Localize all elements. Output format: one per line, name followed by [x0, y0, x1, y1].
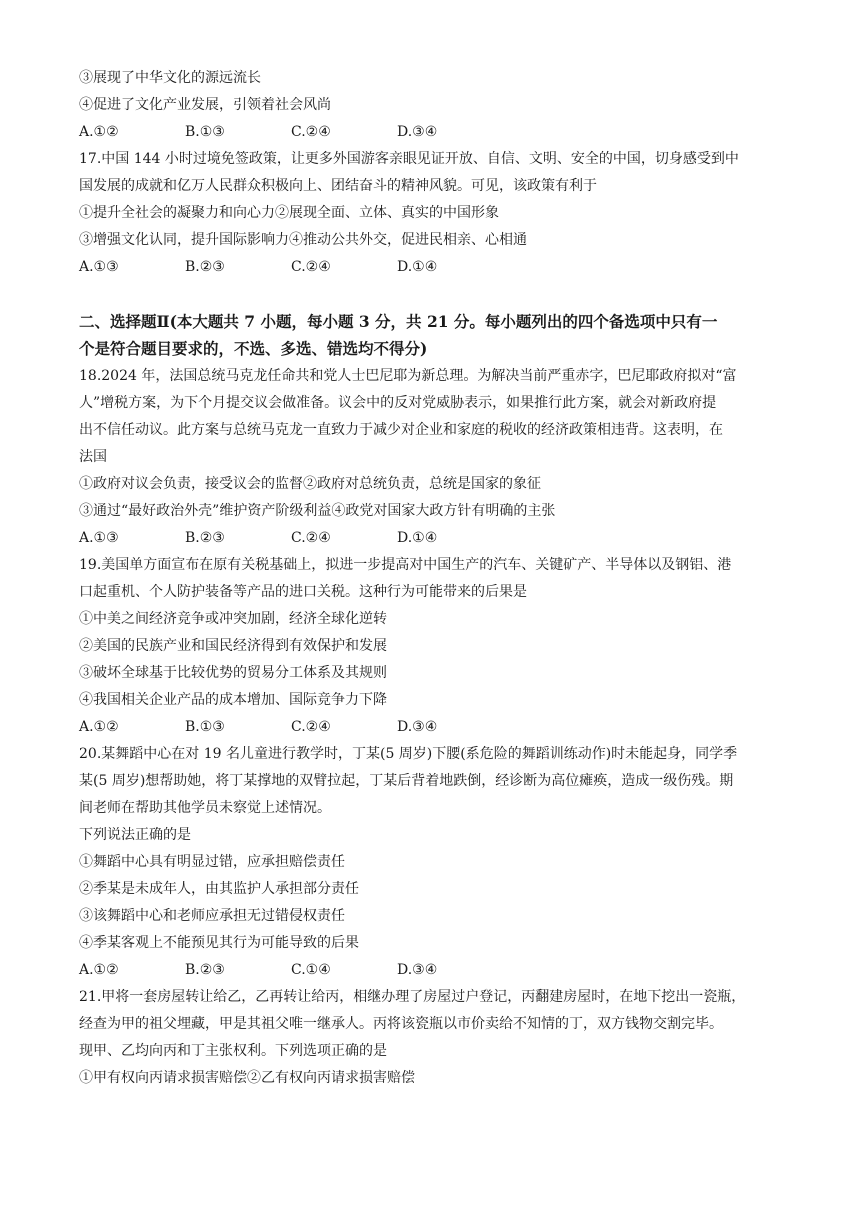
q16-option-d: D.③④	[397, 124, 438, 140]
q17-statements-1-2: ①提升全社会的凝聚力和向心力②展现全面、立体、真实的中国形象	[79, 205, 499, 221]
q18-option-b: B.②③	[185, 530, 225, 546]
q19-statement-1: ①中美之间经济竞争或冲突加剧，经济全球化逆转	[79, 611, 387, 627]
q17-option-b: B.②③	[185, 259, 225, 275]
q20-stem-line-1: 20.某舞蹈中心在对 19 名儿童进行教学时，丁某(5 周岁)下腰(系危险的舞蹈训练动作)时未能起身，同学季	[79, 746, 738, 762]
q19-option-d: D.③④	[397, 719, 438, 735]
q17-option-c: C.②④	[291, 259, 331, 275]
q16-statement-3: ③展现了中华文化的源远流长	[79, 70, 261, 86]
q19-stem-line-2: 口起重机、个人防护装备等产品的进口关税。这种行为可能带来的后果是	[79, 584, 527, 600]
q20-option-b: B.②③	[185, 962, 225, 978]
q19-options	[79, 717, 791, 737]
q21-stem-line-1: 21.甲将一套房屋转让给乙，乙再转让给丙，相继办理了房屋过户登记，丙翻建房屋时，在地下挖出一瓷瓶，	[79, 989, 746, 1005]
q20-statement-2: ②季某是未成年人，由其监护人承担部分责任	[79, 881, 359, 897]
q17-statements-3-4: ③增强文化认同，提升国际影响力④推动公共外交，促进民相亲、心相通	[79, 232, 527, 248]
q20-option-c: C.①④	[291, 962, 331, 978]
section-2-heading-line-1: 二、选择题Ⅱ(本大题共 7 小题，每小题 3 分，共 21 分。每小题列出的四个备选项中只有一	[79, 312, 718, 331]
q16-option-a: A.①②	[79, 124, 119, 140]
q19-option-c: C.②④	[291, 719, 331, 735]
q19-statement-2: ②美国的民族产业和国民经济得到有效保护和发展	[79, 638, 387, 654]
q18-stem-line-3: 出不信任动议。此方案与总统马克龙一直致力于减少对企业和家庭的税收的经济政策相违背。这表明，在	[79, 422, 723, 438]
q18-statements-1-2: ①政府对议会负责，接受议会的监督②政府对总统负责，总统是国家的象征	[79, 476, 541, 492]
q20-statement-1: ①舞蹈中心具有明显过错，应承担赔偿责任	[79, 854, 345, 870]
q20-option-a: A.①②	[79, 962, 119, 978]
q18-option-d: D.①④	[397, 530, 438, 546]
q16-statement-4: ④促进了文化产业发展，引领着社会风尚	[79, 97, 331, 113]
q19-option-a: A.①②	[79, 719, 119, 735]
q19-statement-4: ④我国相关企业产品的成本增加、国际竞争力下降	[79, 692, 387, 708]
q18-stem-line-4: 法国	[79, 449, 107, 465]
q20-option-d: D.③④	[397, 962, 438, 978]
q20-options	[79, 960, 791, 980]
section-2-heading-line-2: 个是符合题目要求的，不选、多选、错选均不得分)	[79, 339, 428, 358]
q18-stem-line-2: 人”增税方案，为下个月提交议会做准备。议会中的反对党威胁表示，如果推行此方案，就会对新政府提	[79, 395, 717, 411]
q16-option-b: B.①③	[185, 124, 225, 140]
q18-statements-3-4: ③通过“最好政治外壳”维护资产阶级利益④政党对国家大政方针有明确的主张	[79, 503, 556, 519]
q19-statement-3: ③破坏全球基于比较优势的贸易分工体系及其规则	[79, 665, 387, 681]
q20-statement-3: ③该舞蹈中心和老师应承担无过错侵权责任	[79, 908, 345, 924]
q16-options	[79, 122, 791, 142]
q17-stem-line-1: 17.中国 144 小时过境免签政策，让更多外国游客亲眼见证开放、自信、文明、安全的中国，切身感受到中	[79, 151, 739, 167]
q20-statement-4: ④季某客观上不能预见其行为可能导致的后果	[79, 935, 359, 951]
q20-stem-line-4: 下列说法正确的是	[79, 827, 191, 843]
q18-option-c: C.②④	[291, 530, 331, 546]
q18-options	[79, 528, 791, 548]
q17-stem-line-2: 国发展的成就和亿万人民群众积极向上、团结奋斗的精神风貌。可见，该政策有利于	[79, 178, 597, 194]
q18-stem-line-1: 18.2024 年，法国总统马克龙任命共和党人士巴尼耶为新总理。为解决当前严重赤字，巴尼耶政府拟对“富	[79, 368, 737, 384]
q19-stem-line-1: 19.美国单方面宣布在原有关税基础上，拟进一步提高对中国生产的汽车、关键矿产、半导体以及钢铝、港	[79, 557, 732, 573]
q20-stem-line-2: 某(5 周岁)想帮助她，将丁某撑地的双臂拉起，丁某后背着地跌倒，经诊断为高位瘫痪，造成一级伤残。期	[79, 773, 734, 789]
q17-option-a: A.①③	[79, 259, 119, 275]
q18-option-a: A.①③	[79, 530, 119, 546]
q16-option-c: C.②④	[291, 124, 331, 140]
q21-stem-line-3: 现甲、乙均向丙和丁主张权利。下列选项正确的是	[79, 1043, 387, 1059]
q17-options	[79, 257, 791, 277]
q19-option-b: B.①③	[185, 719, 225, 735]
q21-stem-line-2: 经查为甲的祖父埋藏，甲是其祖父唯一继承人。丙将该瓷瓶以市价卖给不知情的丁，双方钱物交割完毕。	[79, 1016, 723, 1032]
q21-statements-1-2: ①甲有权向丙请求损害赔偿②乙有权向丙请求损害赔偿	[79, 1070, 415, 1086]
q20-stem-line-3: 间老师在帮助其他学员未察觉上述情况。	[79, 800, 331, 816]
q17-option-d: D.①④	[397, 259, 438, 275]
